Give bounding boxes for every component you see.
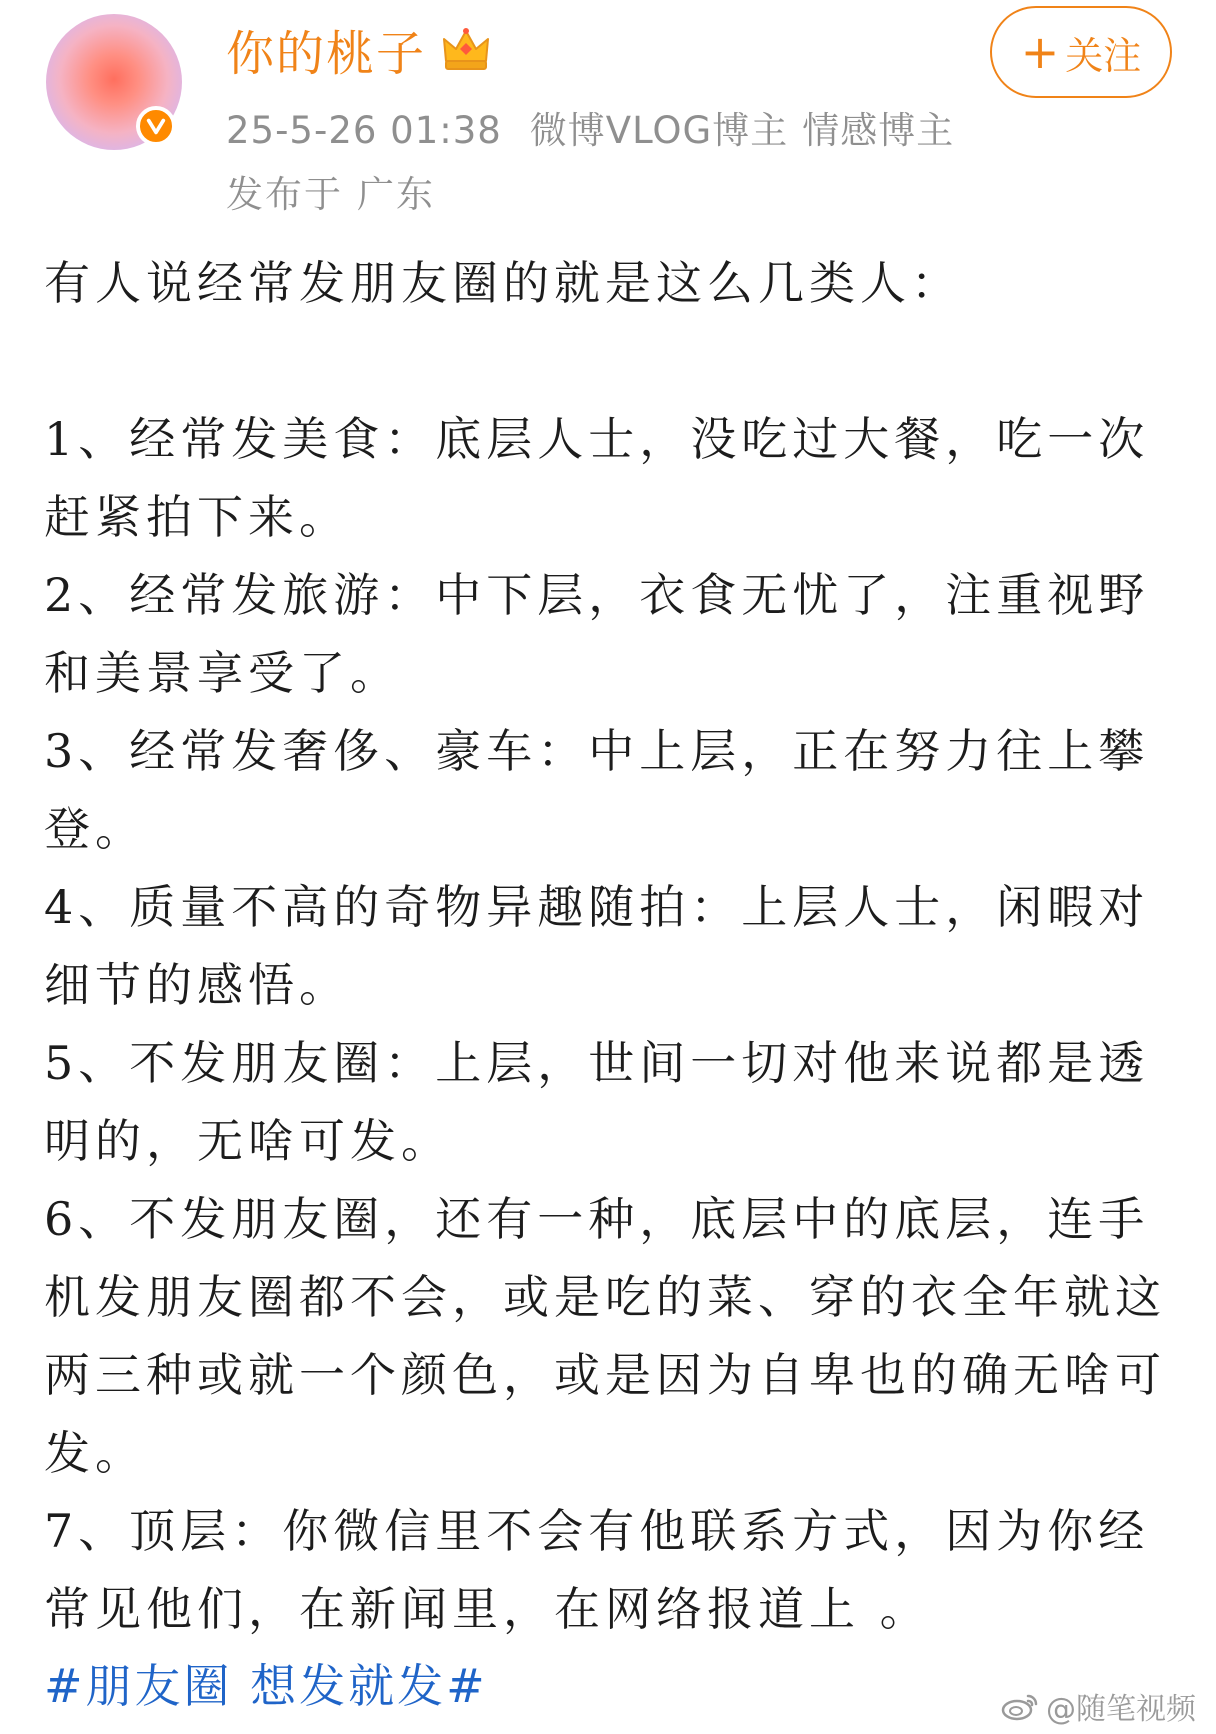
post-item-6: 6、不发朋友圈，还有一种，底层中的底层，连手机发朋友圈都不会，或是吃的菜、穿的衣全年就这两三种或就一个颜色，或是因为自卑也的确无啥可发。 bbox=[44, 1192, 1166, 1480]
post-item-1: 1、经常发美食：底层人士，没吃过大餐，吃一次赶紧拍下来。 bbox=[44, 412, 1150, 544]
author-name[interactable]: 你的桃子 bbox=[226, 25, 427, 82]
post-location bbox=[226, 164, 435, 218]
plus-icon: + bbox=[1020, 25, 1060, 79]
post-item-4: 4、质量不高的奇物异趣随拍：上层人士，闲暇对细节的感悟。 bbox=[44, 880, 1150, 1012]
location-value: 广东 bbox=[357, 173, 435, 216]
watermark-text: @随笔视频 bbox=[1046, 1692, 1196, 1727]
crown-icon bbox=[440, 23, 492, 75]
post-item-3: 3、经常发奢侈、豪车：中上层，正在努力往上攀登。 bbox=[44, 724, 1150, 856]
author-tag-vlog: 微博VLOG博主 bbox=[529, 109, 789, 152]
author-name-row bbox=[226, 18, 492, 80]
post-timestamp: 25-5-26 01:38 bbox=[226, 109, 502, 152]
post-item-7: 7、顶层：你微信里不会有他联系方式，因为你经常见他们，在新闻里，在网络报道上 。 bbox=[44, 1504, 1150, 1636]
post-body bbox=[44, 244, 1172, 1648]
verified-v-icon bbox=[136, 106, 176, 146]
author-tag-emotion: 情感博主 bbox=[802, 109, 955, 152]
post-item-5: 5、不发朋友圈：上层，世间一切对他来说都是透明的，无啥可发。 bbox=[44, 1036, 1150, 1168]
follow-button-label: 关注 bbox=[1065, 33, 1142, 78]
hashtag-link[interactable]: #朋友圈 想发就发# bbox=[44, 1659, 488, 1713]
post-header bbox=[0, 0, 1216, 230]
post-intro: 有人说经常发朋友圈的就是这么几类人： bbox=[44, 256, 962, 310]
follow-button[interactable] bbox=[990, 6, 1172, 98]
location-prefix: 发布于 bbox=[226, 173, 343, 216]
post-meta bbox=[226, 100, 954, 154]
watermark bbox=[1000, 1684, 1196, 1728]
post-item-2: 2、经常发旅游：中下层，衣食无忧了，注重视野和美景享受了。 bbox=[44, 568, 1150, 700]
weibo-logo-icon bbox=[1000, 1690, 1040, 1722]
